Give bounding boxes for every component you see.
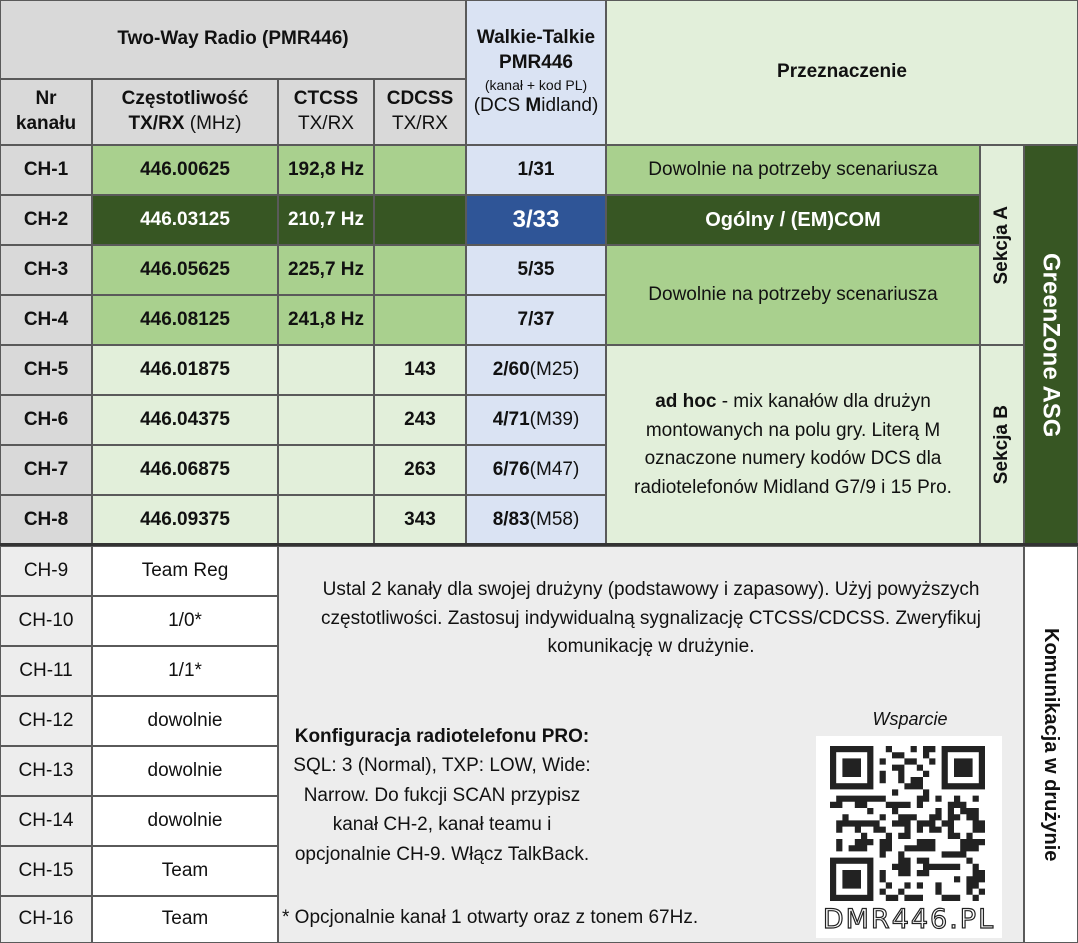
wt-code-cell: 5/35 — [466, 245, 606, 295]
cdcss-cell: 143 — [374, 345, 466, 395]
freq-cell: 446.05625 — [92, 245, 278, 295]
config-line4: opcjonalnie CH-9. Włącz TalkBack. — [294, 843, 590, 865]
table-row: CH-5 — [0, 345, 92, 395]
team-value: Team — [92, 846, 278, 896]
ctcss-cell: 225,7 Hz — [278, 245, 374, 295]
team-value: Team Reg — [92, 546, 278, 596]
walkie-title-line2: PMR446 — [499, 52, 573, 74]
col-cdcss-header — [374, 79, 466, 145]
col-ctcss-line2: TX/RX — [298, 113, 354, 134]
purpose-ch2: Ogólny / (EM)COM — [606, 195, 980, 245]
team-row: CH-9 — [0, 546, 92, 596]
team-row: CH-12 — [0, 696, 92, 746]
config-line2: Narrow. Do fukcji SCAN przypisz — [303, 784, 581, 806]
sekcja-b-label — [980, 345, 1024, 545]
wt-code-cell: 8/83 (M58) — [466, 495, 606, 545]
purpose-title: Przeznaczenie — [777, 61, 907, 83]
adhoc-line3: oznaczone numery kodów DCS dla — [644, 448, 942, 469]
purpose-ch1: Dowolnie na potrzeby scenariusza — [606, 145, 980, 195]
team-value: dowolnie — [92, 746, 278, 796]
qr-caption: DMR446.PL — [822, 904, 996, 935]
team-row: CH-11 — [0, 646, 92, 696]
config-line1: SQL: 3 (Normal), TXP: LOW, Wide: — [293, 755, 591, 777]
radio-config — [282, 722, 602, 869]
wt-code-cell: 1/31 — [466, 145, 606, 195]
col-freq-line1: Częstotliwość — [121, 88, 249, 110]
team-communication-text: Komunikacja w drużynie — [1040, 627, 1062, 862]
ctcss-cell — [278, 495, 374, 545]
team-row: CH-16 — [0, 896, 92, 943]
ctcss-cell: 241,8 Hz — [278, 295, 374, 345]
freq-cell: 446.04375 — [92, 395, 278, 445]
ctcss-cell — [278, 395, 374, 445]
ctcss-cell — [278, 345, 374, 395]
freq-cell: 446.00625 — [92, 145, 278, 195]
ctcss-cell — [278, 445, 374, 495]
walkie-dcs-label: (DCS Midland) — [473, 94, 599, 116]
ctcss-cell: 192,8 Hz — [278, 145, 374, 195]
walkie-subtitle: (kanał + kod PL) — [484, 76, 588, 93]
cdcss-cell: 243 — [374, 395, 466, 445]
wt-code-cell: 7/37 — [466, 295, 606, 345]
walkie-talkie-header — [466, 0, 606, 145]
purpose-adhoc — [606, 345, 980, 545]
freq-cell: 446.08125 — [92, 295, 278, 345]
team-row: CH-10 — [0, 596, 92, 646]
team-value: dowolnie — [92, 796, 278, 846]
col-cdcss-line1: CDCSS — [386, 88, 454, 110]
table-row: CH-7 — [0, 445, 92, 495]
col-cdcss-line2: TX/RX — [392, 113, 448, 134]
purpose-header — [606, 0, 1078, 145]
cdcss-cell: 263 — [374, 445, 466, 495]
sekcja-b-text: Sekcja B — [990, 405, 1012, 485]
col-nr-header — [0, 79, 92, 145]
table-row: CH-1 — [0, 145, 92, 195]
cdcss-cell — [374, 295, 466, 345]
col-nr-line1: Nr — [35, 88, 57, 110]
config-title: Konfiguracja radiotelefonu PRO: — [294, 726, 590, 747]
col-freq-header — [92, 79, 278, 145]
instructions-line1: Ustal 2 kanały dla swojej drużyny (podstawowy i zapasowy). Użyj powyższych — [322, 579, 980, 600]
greenzone-label — [1024, 145, 1078, 545]
instructions-line2: częstotliwości. Zastosuj indywidualną sygnalizację CTCSS/CDCSS. Zweryfikuj — [321, 607, 981, 629]
adhoc-line2: montowanych na polu gry. Literą M — [645, 419, 941, 441]
cdcss-cell: 343 — [374, 495, 466, 545]
cdcss-cell — [374, 245, 466, 295]
adhoc-line1: ad hoc - mix kanałów dla drużyn — [655, 391, 931, 412]
team-row: CH-15 — [0, 846, 92, 896]
team-value: dowolnie — [92, 696, 278, 746]
col-ctcss-header — [278, 79, 374, 145]
purpose-ch3-4: Dowolnie na potrzeby scenariusza — [606, 245, 980, 345]
support-label: Wsparcie — [872, 709, 948, 729]
cdcss-cell — [374, 145, 466, 195]
wt-code-cell: 6/76 (M47) — [466, 445, 606, 495]
config-line3: kanał CH-2, kanał teamu i — [332, 814, 552, 836]
wt-code-cell: 2/60 (M25) — [466, 345, 606, 395]
cdcss-cell — [374, 195, 466, 245]
two-way-radio-header — [0, 0, 466, 79]
sekcja-a-text: Sekcja A — [990, 205, 1012, 285]
table-row: CH-3 — [0, 245, 92, 295]
footnote: * Opcjonalnie kanał 1 otwarty oraz z tonem 67Hz. — [282, 907, 699, 928]
wt-code-cell: 4/71 (M39) — [466, 395, 606, 445]
greenzone-text: GreenZone ASG — [1037, 252, 1065, 438]
col-nr-line2: kanału — [15, 113, 77, 134]
freq-cell: 446.03125 — [92, 195, 278, 245]
adhoc-line4: radiotelefonów Midland G7/9 i 15 Pro. — [634, 476, 952, 498]
qr-code-image — [816, 736, 1002, 904]
sekcja-a-label — [980, 145, 1024, 345]
wt-code-cell-highlight: 3/33 — [466, 195, 606, 245]
team-value: 1/1* — [92, 646, 278, 696]
team-row: CH-14 — [0, 796, 92, 846]
team-value: 1/0* — [92, 596, 278, 646]
table-row: CH-2 — [0, 195, 92, 245]
table-row: CH-6 — [0, 395, 92, 445]
col-ctcss-line1: CTCSS — [293, 88, 359, 110]
walkie-title-line1: Walkie-Talkie — [476, 27, 596, 49]
freq-cell: 446.06875 — [92, 445, 278, 495]
ctcss-cell: 210,7 Hz — [278, 195, 374, 245]
table-row: CH-4 — [0, 295, 92, 345]
two-way-radio-title: Two-Way Radio (PMR446) — [117, 28, 349, 50]
team-row: CH-13 — [0, 746, 92, 796]
freq-cell: 446.01875 — [92, 345, 278, 395]
team-value: Team — [92, 896, 278, 943]
instructions-line3: komunikację w drużynie. — [547, 636, 755, 657]
table-row: CH-8 — [0, 495, 92, 545]
freq-cell: 446.09375 — [92, 495, 278, 545]
team-communication-label — [1024, 546, 1078, 943]
qr-code[interactable] — [816, 736, 1002, 938]
col-freq-line2: TX/RX (MHz) — [128, 113, 242, 134]
team-instructions — [280, 576, 1022, 662]
